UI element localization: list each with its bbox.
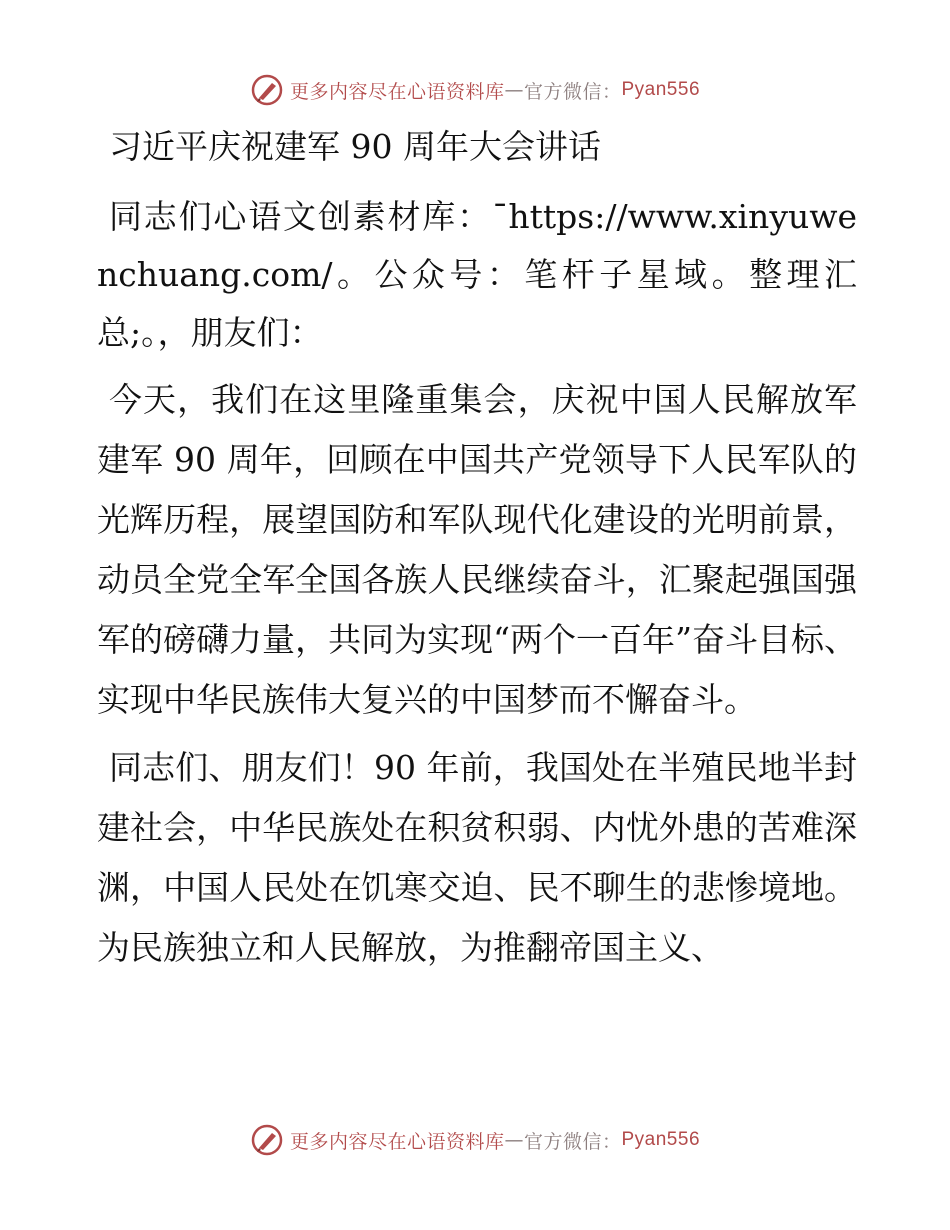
paragraph-celebration: 今天，我们在这里隆重集会，庆祝中国人民解放军建军 90 周年，回顾在中国共产党领导下人民军队的光辉历程，展望国防和军队现代化建设的光明前景，动员全党全军全国各族人民继续奋斗，汇聚起强国强军的磅礴力量，共同为实现“两个一百年”奋斗目标、实现中华民族伟大复兴的中国梦而不懈奋斗。 [97,380,857,719]
paragraph-intro: 同志们心语文创素材库：¯https://www.xinyuwenchuang.com/。公众号：笔杆子星域。整理汇总;。，朋友们： [97,197,857,352]
banner-wechat-label: 官方微信： [523,1130,622,1153]
pen-logo-icon [250,1123,284,1157]
banner-wechat-id: Pyan556 [621,79,701,100]
footer-banner [0,1122,950,1158]
document-title: 习近平庆祝建军 90 周年大会讲话 [109,127,601,166]
header-banner [0,72,950,108]
banner-wechat-label: 官方微信： [523,80,622,103]
document-body [97,122,857,986]
paragraph-history: 同志们、朋友们！90 年前，我国处在半殖民地半封建社会，中华民族处在积贫积弱、内忧外患的苦难深渊，中国人民处在饥寒交迫、民不聊生的悲惨境地。为民族独立和人民解放，为推翻帝国主义、 [97,748,857,967]
banner-wechat-id: Pyan556 [621,1129,701,1150]
banner-separator: — [504,1129,524,1151]
banner-separator: — [504,79,524,101]
pen-logo-icon [250,73,284,107]
banner-brand-text: 更多内容尽在心语资料库 [289,80,505,103]
banner-brand-text: 更多内容尽在心语资料库 [289,1130,505,1153]
